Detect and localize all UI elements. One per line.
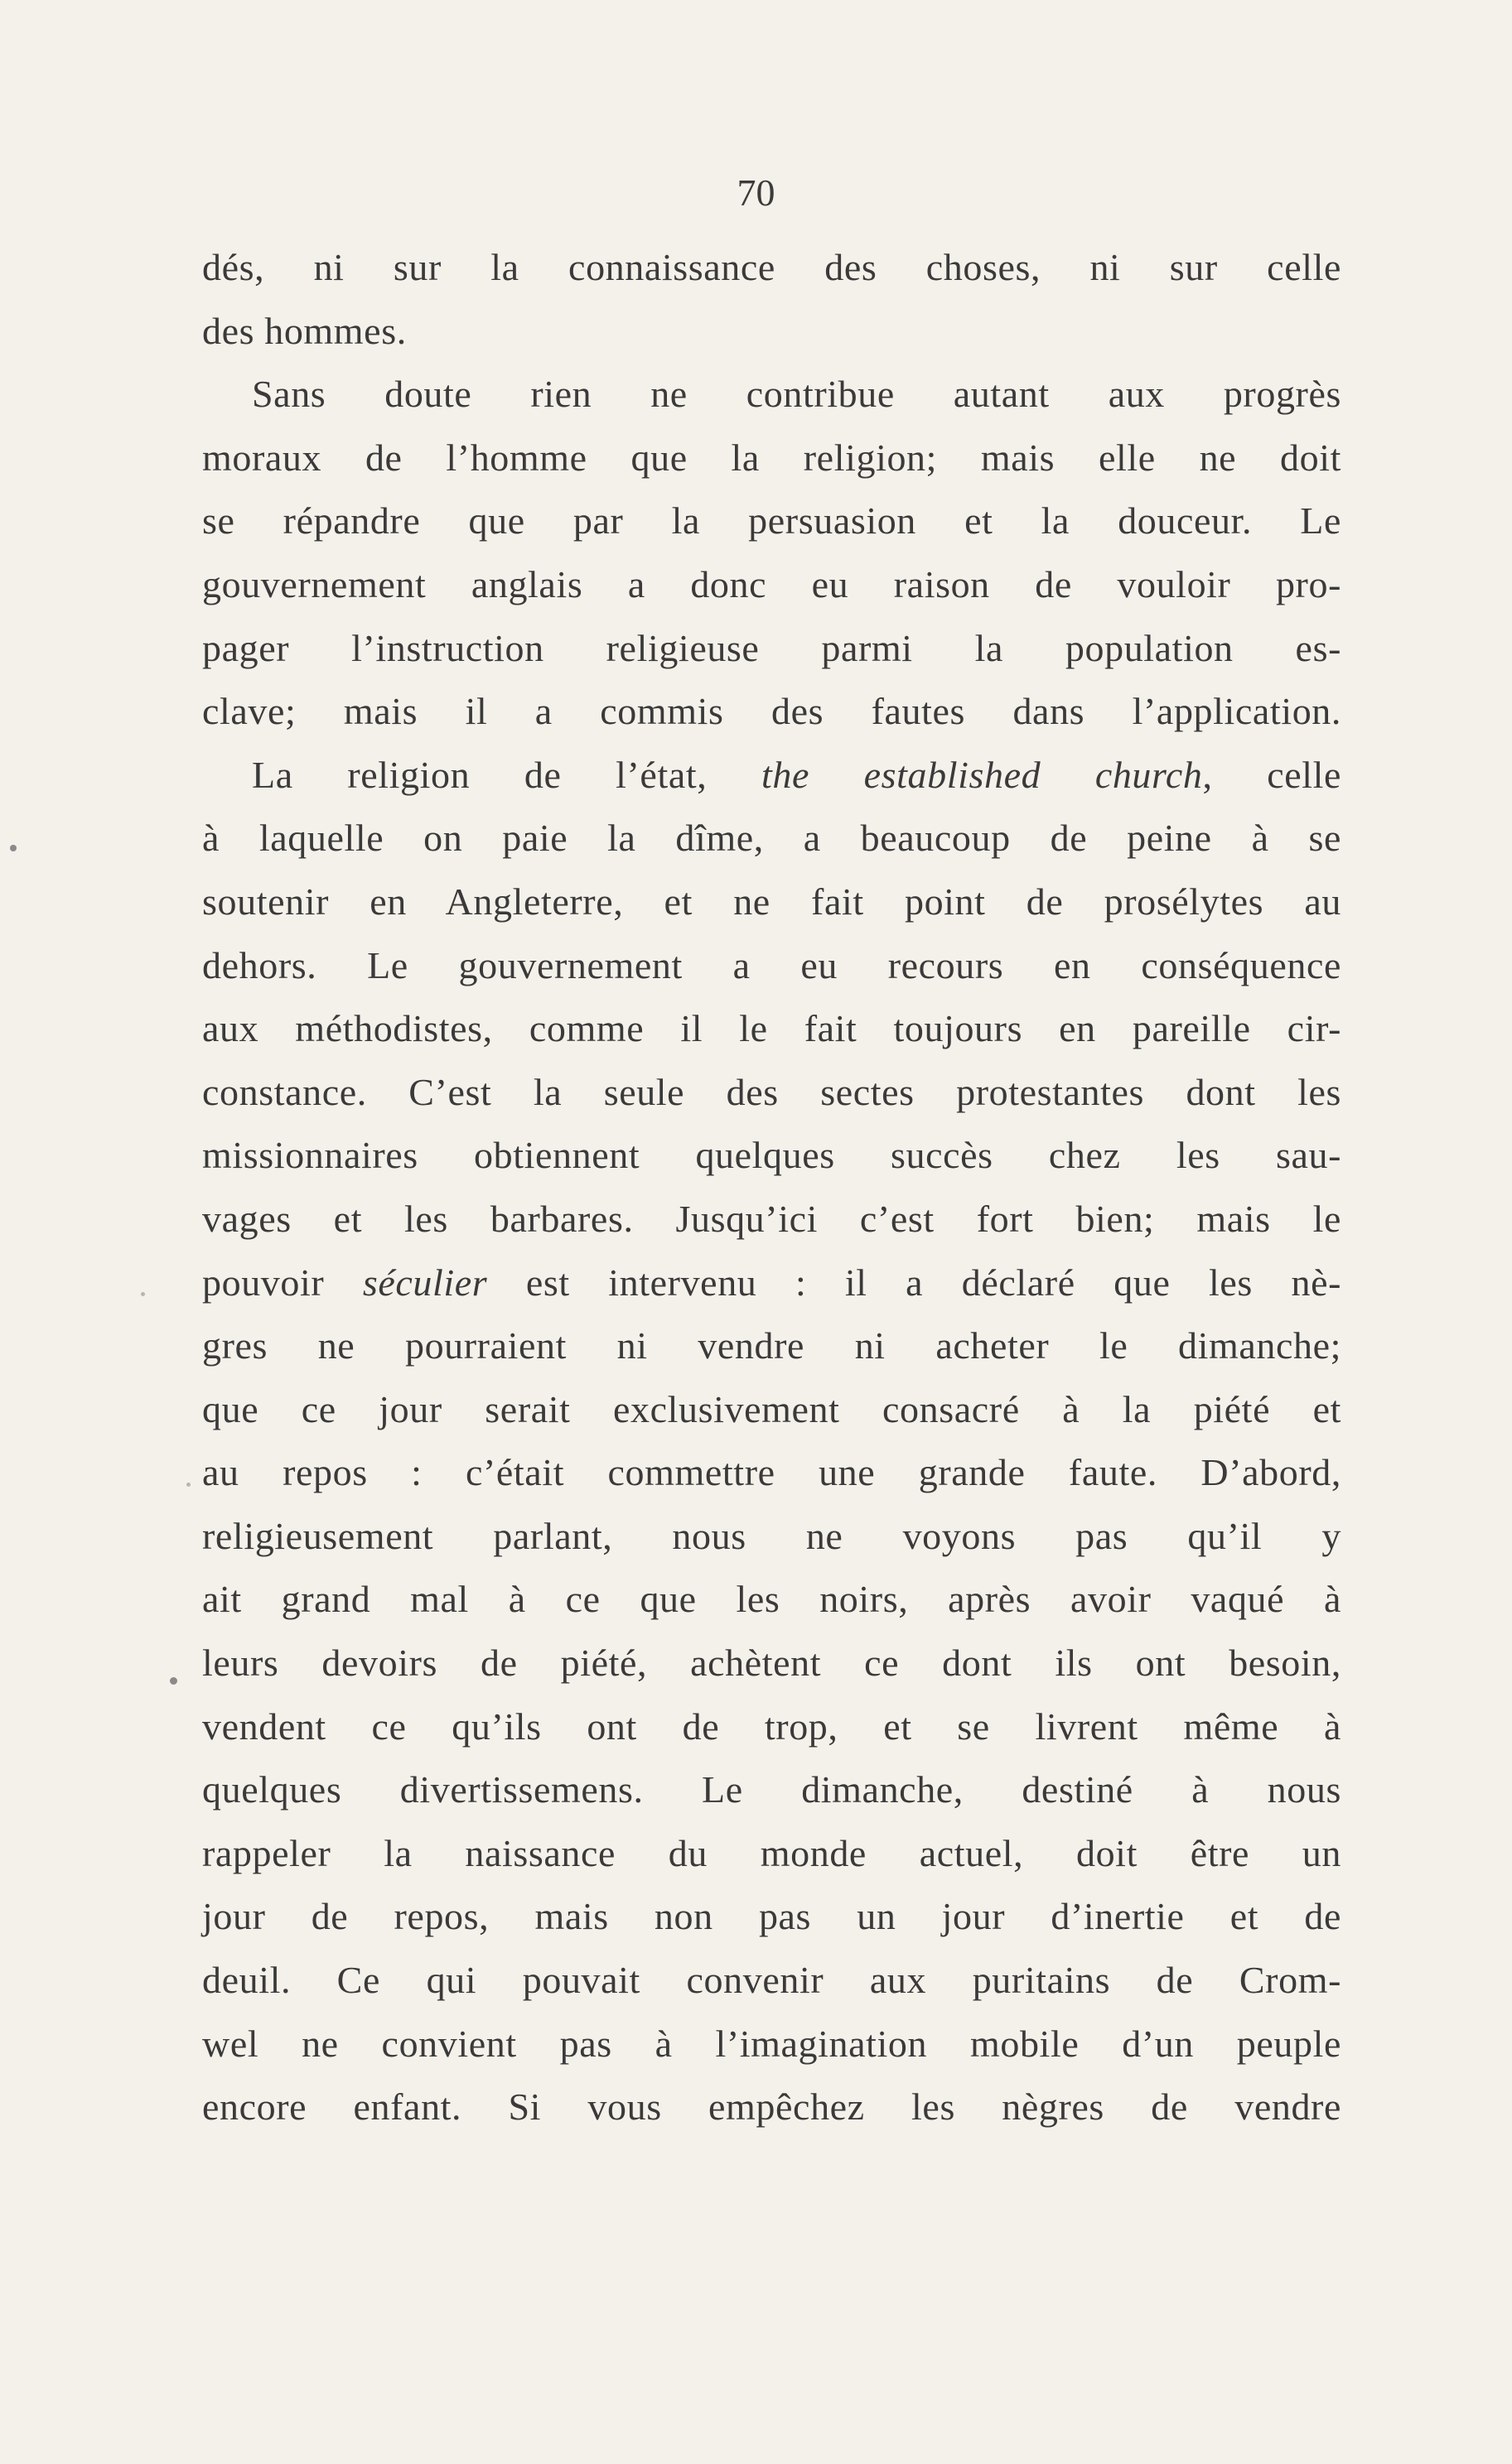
text-line: à laquelle on paie la dîme, a beaucoup de peine à se (202, 817, 1341, 860)
text-line: dehors. Le gouvernement a eu recours en conséquence (202, 943, 1341, 986)
paper-speck (186, 1483, 191, 1487)
text-line: Sans doute rien ne contribue autant aux progrès (252, 373, 1341, 416)
text-line: missionnaires obtiennent quelques succès chez les sau- (202, 1134, 1341, 1177)
text-line: que ce jour serait exclusivement consacré à la piété et (202, 1387, 1341, 1430)
text-segment: pouvoir (202, 1261, 363, 1304)
text-line: vages et les barbares. Jusqu’ici c’est fort bien; mais le (202, 1197, 1341, 1240)
text-line: wel ne convient pas à l’imagination mobile d’un peuple (202, 2022, 1341, 2065)
page-number: 70 (737, 171, 775, 214)
italic-phrase: the established church (761, 753, 1203, 796)
text-line: des hommes. (202, 309, 407, 352)
body-text (202, 236, 1341, 2139)
text-segment: est intervenu : il a déclaré que les nè- (487, 1261, 1342, 1304)
text-line (202, 744, 1341, 808)
text-line: quelques divertissemens. Le dimanche, destiné à nous (202, 1768, 1341, 1811)
text-segment: La religion de l’état, (252, 753, 761, 796)
text-line: gres ne pourraient ni vendre ni acheter le dimanche; (202, 1324, 1341, 1367)
text-line: aux méthodistes, comme il le fait toujours en pareille cir- (202, 1007, 1341, 1050)
text-segment: , celle (1202, 753, 1342, 796)
text-line: moraux de l’homme que la religion; mais elle ne doit (202, 436, 1341, 479)
text-line (202, 1251, 1341, 1315)
text-line: soutenir en Angleterre, et ne fait point de prosélytes au (202, 880, 1341, 923)
text-line: encore enfant. Si vous empêchez les nègres de vendre (202, 2085, 1341, 2129)
text-line: deuil. Ce qui pouvait convenir aux puritains de Crom- (202, 1959, 1341, 2002)
text-line: jour de repos, mais non pas un jour d’inertie et de (202, 1895, 1341, 1938)
text-line: au repos : c’était commettre une grande faute. D’abord, (202, 1451, 1341, 1494)
text-line: constance. C’est la seule des sectes protestantes dont les (202, 1070, 1341, 1113)
paper-speck (170, 1677, 177, 1685)
paper-speck (141, 1292, 145, 1296)
text-line: dés, ni sur la connaissance des choses, ni sur celle (202, 246, 1341, 288)
text-line: leurs devoirs de piété, achètent ce dont ils ont besoin, (202, 1642, 1341, 1685)
text-line: religieusement parlant, nous ne voyons pas qu’il y (202, 1514, 1341, 1557)
text-line: gouvernement anglais a donc eu raison de vouloir pro- (202, 562, 1341, 605)
paper-speck (10, 845, 17, 851)
text-line: vendent ce qu’ils ont de trop, et se livrent même à (202, 1705, 1341, 1748)
text-line: clave; mais il a commis des fautes dans l’application. (202, 690, 1341, 733)
text-line: rappeler la naissance du monde actuel, doit être un (202, 1831, 1341, 1874)
italic-phrase: séculier (362, 1261, 488, 1304)
text-line: ait grand mal à ce que les noirs, après avoir vaqué à (202, 1578, 1341, 1621)
text-line: se répandre que par la persuasion et la douceur. Le (202, 499, 1341, 542)
text-line: pager l’instruction religieuse parmi la population es- (202, 626, 1341, 669)
